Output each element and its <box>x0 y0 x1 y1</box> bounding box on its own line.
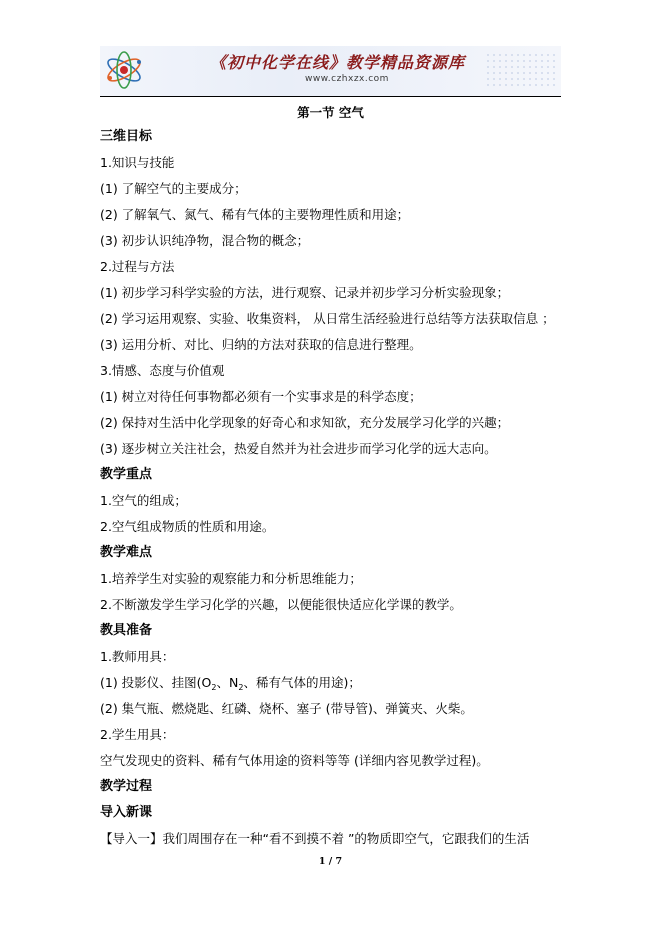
banner-url: www.czhxzx.com <box>305 74 389 84</box>
subscript: 2 <box>211 683 217 692</box>
body-line: (2) 了解氧气、氮气、稀有气体的主要物理性质和用途； <box>100 207 410 222</box>
body-line <box>100 670 562 696</box>
body-line: 1.知识与技能 <box>100 155 175 170</box>
body-line: (2) 集气瓶、燃烧匙、红磷、烧杯、塞子 (带导管)、弹簧夹、火柴。 <box>100 701 473 716</box>
body-line: (3) 初步认识纯净物，混合物的概念； <box>100 233 310 248</box>
body-line: 2.空气组成物质的性质和用途。 <box>100 519 275 534</box>
page-number: 1 / 7 <box>318 856 343 867</box>
body-line: (2) 学习运用观察、实验、收集资料， 从日常生活经验进行总结等方法获取信息 ； <box>100 311 555 326</box>
body-line: 空气发现史的资料、稀有气体用途的资料等等 (详细内容见教学过程)。 <box>100 753 489 768</box>
body-line: 2.不断激发学生学习化学的兴趣，以便能很快适应化学课的教学。 <box>100 597 462 612</box>
banner-title: 《初中化学在线》教学精品资源库 <box>210 53 466 72</box>
atom-logo-icon <box>102 48 146 92</box>
section-heading: 导入新课 <box>100 805 153 820</box>
body-line: (2) 保持对生活中化学现象的好奇心和求知欲，充分发展学习化学的兴趣； <box>100 415 510 430</box>
header-banner <box>100 46 561 97</box>
body-line: 2.学生用具： <box>100 727 175 742</box>
body-line: (3) 运用分析、对比、归纳的方法对获取的信息进行整理。 <box>100 337 422 352</box>
body-line: 2.过程与方法 <box>100 259 175 274</box>
body-line: 1.培养学生对实验的观察能力和分析思维能力； <box>100 571 362 586</box>
formula-text: (1) 投影仪、挂图(O <box>100 675 212 690</box>
section-heading: 教具准备 <box>100 623 153 638</box>
document-body <box>100 124 562 852</box>
formula-text: 、稀有气体的用途)； <box>243 675 361 690</box>
decorative-dots <box>485 52 555 90</box>
formula-text: 、N <box>216 675 239 690</box>
body-line: (3) 逐步树立关注社会，热爱自然并为社会进步而学习化学的远大志向。 <box>100 441 497 456</box>
body-line: 3.情感、态度与价值观 <box>100 363 225 378</box>
body-line: 【导入一】我们周围存在一种“看不到摸不着 ”的物质即空气，它跟我们的生活 <box>100 831 530 846</box>
body-line: (1) 树立对待任何事物都必须有一个实事求是的科学态度； <box>100 389 422 404</box>
section-heading: 教学难点 <box>100 545 153 560</box>
section-heading: 三维目标 <box>100 129 153 144</box>
body-line: 1.教师用具： <box>100 649 175 664</box>
section-heading: 教学过程 <box>100 779 153 794</box>
body-line: (1) 初步学习科学实验的方法，进行观察、记录并初步学习分析实验现象； <box>100 285 510 300</box>
body-line: 1.空气的组成； <box>100 493 187 508</box>
subscript: 2 <box>238 683 244 692</box>
body-line: (1) 了解空气的主要成分； <box>100 181 247 196</box>
page-title: 第一节 空气 <box>297 105 364 120</box>
section-heading: 教学重点 <box>100 467 153 482</box>
